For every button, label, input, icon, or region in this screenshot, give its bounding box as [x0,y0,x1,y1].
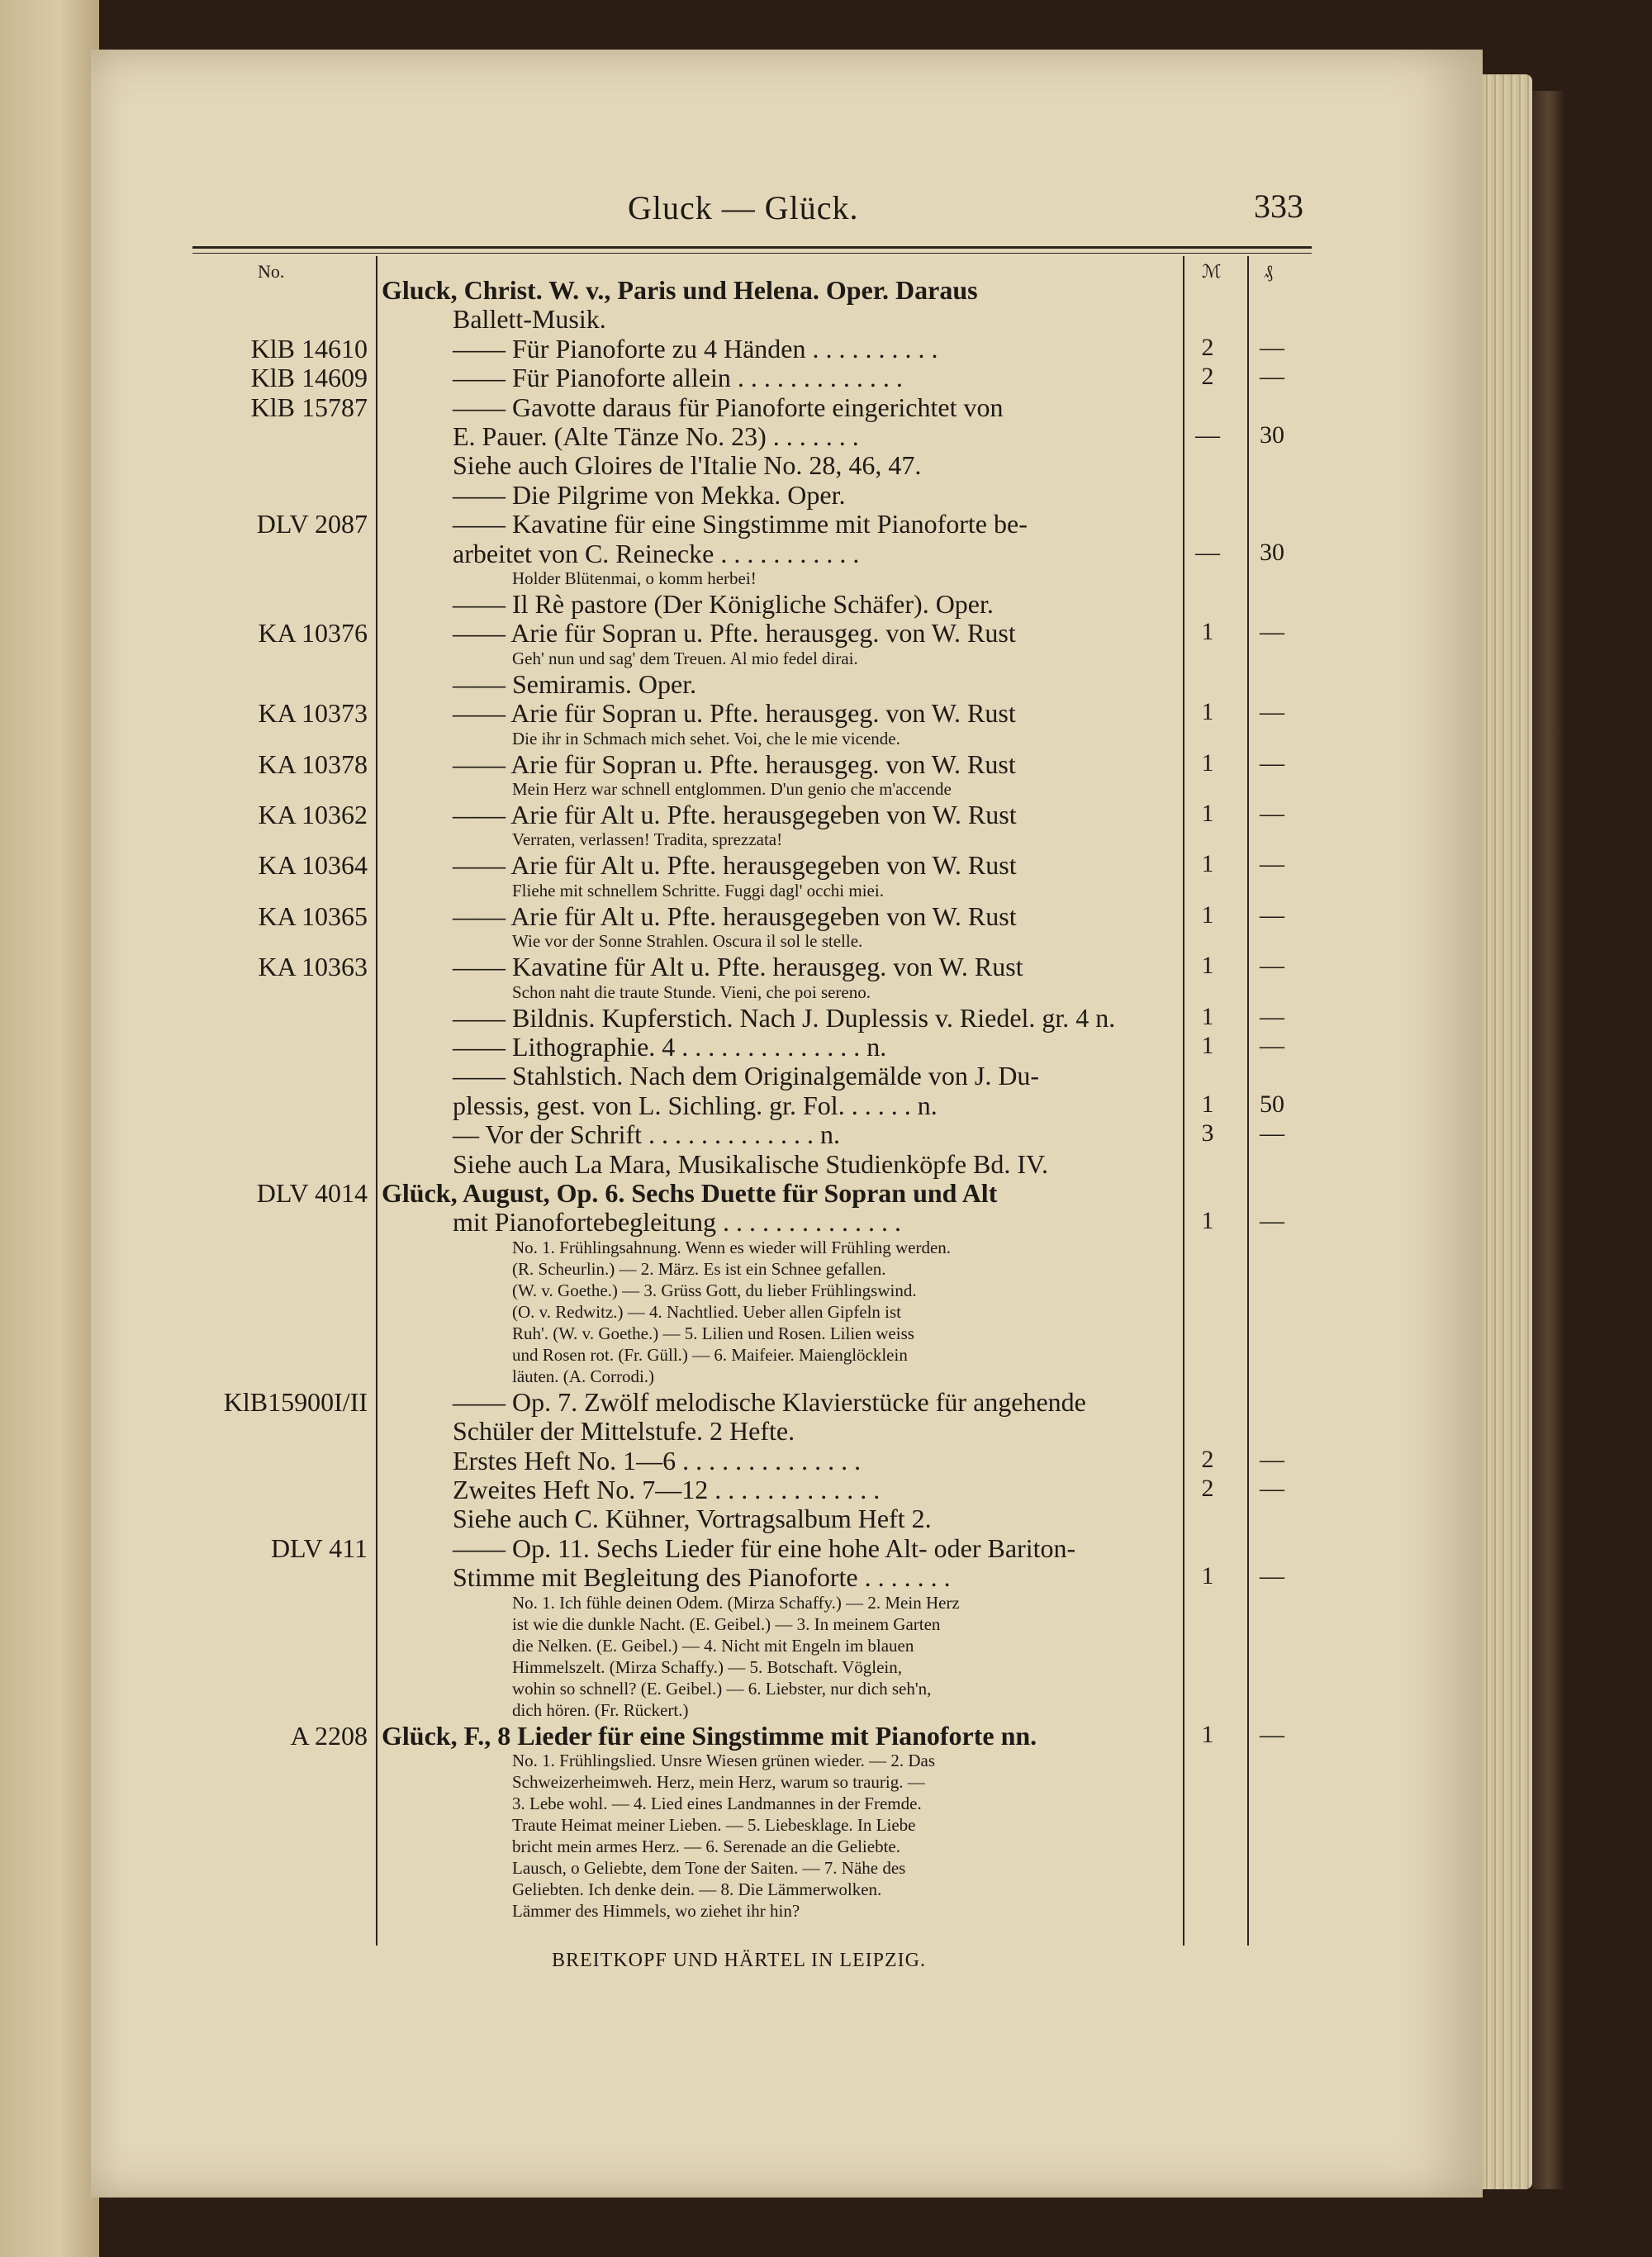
catalog-number: KA 10363 [258,952,368,982]
price-pfennig: — [1260,800,1284,827]
price-mark: 1 [1201,1002,1214,1030]
price-mark: 1 [1201,850,1214,878]
entry-note: Holder Blütenmai, o komm herbei! [512,568,757,588]
column-head-mark: ℳ [1202,261,1222,282]
price-pfennig: 50 [1260,1090,1284,1118]
entry-note: No. 1. Ich fühle deinen Odem. (Mirza Schaffy.) — 2. Mein Herz [512,1592,960,1613]
entry-note: Schon naht die traute Stunde. Vieni, che poi sereno. [512,981,871,1002]
entry-text: Gluck, Christ. W. v., Paris und Helena. Oper. Daraus [382,275,978,305]
price-mark: 1 [1201,900,1214,929]
entry-note: Himmelszelt. (Mirza Schaffy.) — 5. Botschaft. Vöglein, [512,1656,903,1677]
entry-note: und Rosen rot. (Fr. Güll.) — 6. Maifeier. Maienglöcklein [512,1344,908,1365]
price-pfennig: — [1260,900,1284,929]
catalog-number: KA 10376 [258,618,368,649]
price-mark: 1 [1201,1562,1214,1590]
price-mark: 1 [1201,800,1214,827]
entry-text: Glück, August, Op. 6. Sechs Duette für Sopran und Alt [382,1178,998,1208]
price-pfennig: — [1260,1032,1284,1059]
entry-text: —— Semiramis. Oper. [453,668,697,699]
price-pfennig: — [1260,333,1284,361]
entry-text: —— Stahlstich. Nach dem Originalgemälde von J. Du- [453,1061,1040,1091]
entry-note: Mein Herz war schnell entglommen. D'un genio che m'accende [512,779,952,799]
entry-text: —— Il Rè pastore (Der Königliche Schäfer). Oper. [453,589,994,619]
price-mark: 1 [1201,1720,1214,1748]
price-pfennig: — [1260,1562,1284,1590]
entry-text: —— Für Pianoforte allein . . . . . . . . . . . . . [453,363,903,393]
catalog-number: KA 10365 [258,900,368,931]
entry-text: —— Op. 11. Sechs Lieder für eine hohe Alt- oder Bariton- [453,1532,1076,1563]
entry-note: Verraten, verlassen! Tradita, sprezzata! [512,829,783,850]
entry-text: —— Arie für Sopran u. Pfte. herausgeg. von W. Rust [453,748,1016,779]
price-pfennig: — [1260,698,1284,726]
price-mark: — [1195,421,1220,449]
entry-text: Glück, F., 8 Lieder für eine Singstimme mit Pianoforte nn. [382,1720,1037,1751]
price-mark: 2 [1201,363,1214,391]
price-mark: 1 [1201,1032,1214,1059]
column-rule-no [376,256,377,1946]
entry-text: —— Kavatine für eine Singstimme mit Pianoforte be- [453,509,1028,539]
entry-text: Schüler der Mittelstufe. 2 Hefte. [453,1416,795,1447]
catalog-number: KA 10362 [258,800,368,829]
entry-note: No. 1. Frühlingslied. Unsre Wiesen grünen wieder. — 2. Das [512,1751,936,1770]
entry-text: Siehe auch Gloires de l'Italie No. 28, 46, 47. [453,450,922,481]
entry-note: (W. v. Goethe.) — 3. Grüss Gott, du lieber Frühlingswind. [512,1280,917,1300]
price-mark: — [1195,538,1220,566]
entry-text: Stimme mit Begleitung des Pianoforte . . . . . . . [453,1562,951,1593]
entry-note: Die ihr in Schmach mich sehet. Voi, che le mie vicende. [512,728,900,748]
left-page-edge [0,0,99,2257]
entry-note: Geh' nun und sag' dem Treuen. Al mio fedel dirai. [512,648,858,668]
price-pfennig: — [1260,1207,1284,1235]
price-pfennig: — [1260,748,1284,777]
catalog-number: KA 10378 [258,748,368,779]
catalog-number: KA 10373 [258,698,368,729]
entry-text: —— Gavotte daraus für Pianoforte eingerichtet von [453,392,1004,422]
price-mark: 1 [1201,618,1214,646]
entry-note: wohin so schnell? (E. Geibel.) — 6. Liebster, nur dich seh'n, [512,1678,932,1699]
catalog-number: KlB 14610 [250,333,368,363]
price-pfennig: — [1260,363,1284,391]
entry-note: Ruh'. (W. v. Goethe.) — 5. Lilien und Rosen. Lilien weiss [512,1323,914,1343]
price-mark: 2 [1201,1475,1214,1502]
entry-text: —— Lithographie. 4 . . . . . . . . . . . . . . n. [453,1032,887,1062]
entry-text: —— Op. 7. Zwölf melodische Klavierstücke für angehende [453,1386,1086,1417]
entry-text: —— Für Pianoforte zu 4 Händen . . . . . . . . . . [453,333,938,363]
entry-text: Zweites Heft No. 7—12 . . . . . . . . . . . . . [453,1475,881,1504]
entry-note: (O. v. Redwitz.) — 4. Nachtlied. Ueber allen Gipfeln ist [512,1301,902,1322]
entry-note: dich hören. (Fr. Rückert.) [512,1699,689,1720]
catalog-number: A 2208 [290,1720,368,1751]
entry-note: Fliehe mit schnellem Schritte. Fuggi dagl' occhi miei. [512,880,884,900]
entry-text: —— Arie für Alt u. Pfte. herausgegeben von W. Rust [453,850,1017,881]
price-mark: 1 [1201,748,1214,777]
entry-text: —— Arie für Sopran u. Pfte. herausgeg. von W. Rust [453,698,1016,729]
header-rule-thin [192,253,1312,254]
entry-note: Geliebten. Ich denke dein. — 8. Die Lämmerwolken. [512,1879,882,1899]
catalog-number: KlB15900I/II [223,1386,368,1417]
entry-text: Siehe auch La Mara, Musikalische Studienköpfe Bd. IV. [453,1148,1049,1179]
entry-note: Traute Heimat meiner Lieben. — 5. Liebesklage. In Liebe [512,1815,916,1835]
entry-note: läuten. (A. Corrodi.) [512,1366,655,1386]
catalog-number: DLV 4014 [256,1178,368,1208]
catalog-number: KlB 15787 [250,392,368,422]
entry-text: — Vor der Schrift . . . . . . . . . . . . . n. [453,1119,841,1150]
price-mark: 1 [1201,1207,1214,1235]
entry-note: bricht mein armes Herz. — 6. Serenade an die Geliebte. [512,1836,900,1856]
price-pfennig: — [1260,850,1284,878]
price-mark: 2 [1201,1445,1214,1473]
book-cover-edge [1532,91,1565,2189]
price-pfennig: — [1260,1445,1284,1473]
price-mark: 2 [1201,333,1214,361]
entry-note: (R. Scheurlin.) — 2. März. Es ist ein Schnee gefallen. [512,1258,886,1279]
entry-text: —— Die Pilgrime von Mekka. Oper. [453,479,846,510]
catalog-number: DLV 2087 [256,509,368,539]
entry-text: —— Arie für Alt u. Pfte. herausgegeben von W. Rust [453,800,1017,829]
page-header: Gluck — Glück. [628,189,859,226]
column-head-no: No. [258,261,285,282]
entry-text: arbeitet von C. Reinecke . . . . . . . . . . . [453,538,860,568]
catalog-number: KA 10364 [258,850,368,881]
column-head-pf: ₰ [1264,261,1273,282]
price-pfennig: 30 [1260,421,1284,449]
entry-text: —— Arie für Sopran u. Pfte. herausgeg. von W. Rust [453,618,1016,649]
entry-note: Wie vor der Sonne Strahlen. Oscura il sol le stelle. [512,931,863,952]
price-pfennig: — [1260,952,1284,980]
price-pfennig: — [1260,618,1284,646]
publisher-footer: BREITKOPF UND HÄRTEL IN LEIPZIG. [552,1950,926,1971]
price-mark: 1 [1201,952,1214,980]
entry-note: Lausch, o Geliebte, dem Tone der Saiten. — 7. Nähe des [512,1858,906,1878]
entry-text: E. Pauer. (Alte Tänze No. 23) . . . . . . . [453,421,859,451]
entry-text: Siehe auch C. Kühner, Vortragsalbum Heft 2. [453,1504,932,1534]
price-pfennig: — [1260,1119,1284,1148]
entry-text: Erstes Heft No. 1—6 . . . . . . . . . . . . . . [453,1445,862,1475]
catalog-number: DLV 411 [270,1532,368,1563]
entry-text: Ballett-Musik. [453,304,606,335]
entry-note: ist wie die dunkle Nacht. (E. Geibel.) — 3. In meinem Garten [512,1613,941,1634]
price-pfennig: — [1260,1720,1284,1748]
entry-text: plessis, gest. von L. Sichling. gr. Fol. . . . . . n. [453,1090,938,1120]
price-mark: 1 [1201,1090,1214,1118]
entry-text: —— Bildnis. Kupferstich. Nach J. Duplessis v. Riedel. gr. 4 n. [453,1002,1116,1033]
header-rule [192,246,1312,249]
price-pfennig: — [1260,1002,1284,1030]
entry-text: —— Arie für Alt u. Pfte. herausgegeben von W. Rust [453,900,1017,931]
entry-text: —— Kavatine für Alt u. Pfte. herausgeg. von W. Rust [453,952,1023,982]
entry-note: die Nelken. (E. Geibel.) — 4. Nicht mit Engeln im blauen [512,1635,914,1656]
entry-note: No. 1. Frühlingsahnung. Wenn es wieder will Frühling werden. [512,1237,952,1257]
price-mark: 3 [1201,1119,1214,1148]
catalog-number: KlB 14609 [250,363,368,393]
entry-text: mit Pianofortebegleitung . . . . . . . . . . . . . . [453,1207,902,1238]
price-pfennig: — [1260,1475,1284,1502]
price-mark: 1 [1201,698,1214,726]
entry-note: Lämmer des Himmels, wo ziehet ihr hin? [512,1901,800,1921]
page-number: 333 [1254,188,1303,225]
price-pfennig: 30 [1260,538,1284,566]
entry-note: Schweizerheimweh. Herz, mein Herz, warum so traurig. — [512,1772,925,1792]
entry-note: 3. Lebe wohl. — 4. Lied eines Landmannes in der Fremde. [512,1794,922,1813]
